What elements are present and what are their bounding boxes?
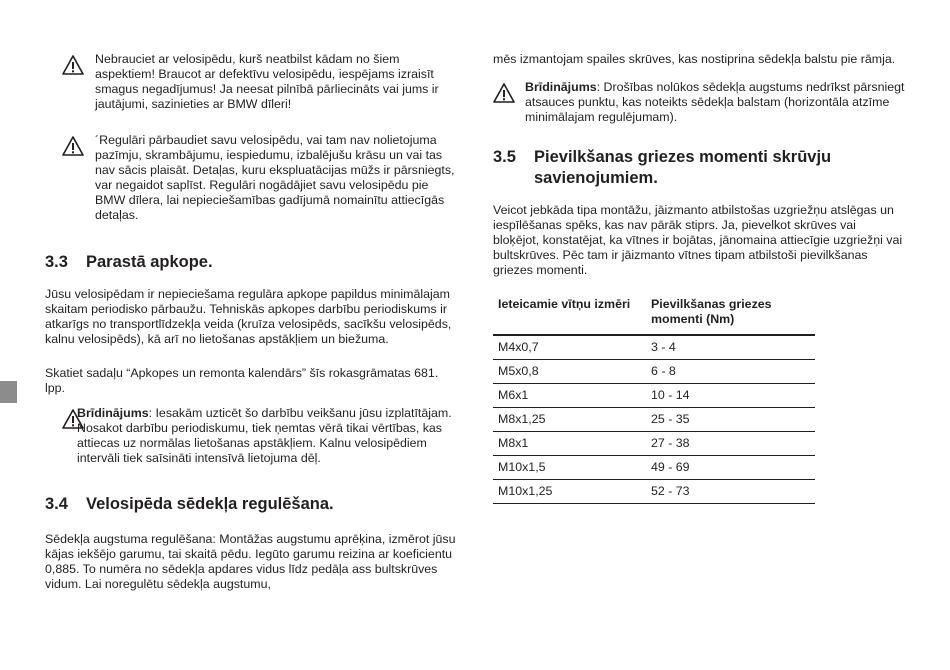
- section-number: 3.5: [493, 148, 516, 166]
- body-paragraph: Skatiet sadaļu “Apkopes un remonta kalendārs” šīs rokasgrāmatas 681. lpp.: [45, 366, 439, 395]
- section-heading-3-3: [45, 252, 460, 273]
- table-row: [493, 456, 815, 480]
- torque-table: [493, 291, 815, 504]
- table-header-row: [493, 291, 815, 335]
- warning-label: Brīdinājums: [77, 406, 149, 420]
- thread-size-cell: M6x1: [493, 384, 646, 408]
- torque-cell: 10 - 14: [646, 384, 815, 408]
- table-row: [493, 480, 815, 504]
- warning-text: [77, 406, 460, 466]
- chapter-tab-marker: [0, 381, 17, 403]
- thread-size-cell: M10x1,25: [493, 480, 646, 504]
- column-header-thread-size: Ieteicamie vītņu izmēri: [493, 291, 646, 335]
- thread-size-cell: M4x0,7: [493, 335, 646, 360]
- warning-text: [525, 80, 905, 125]
- thread-size-cell: M5x0,8: [493, 360, 646, 384]
- column-header-torque: Pievilkšanas griezes momenti (Nm): [646, 291, 815, 335]
- warning-block: [45, 406, 460, 466]
- body-paragraph: Veicot jebkāda tipa montāžu, jāizmanto atbilstošas uzgriežņu atslēgas un iespīlēšanas spēks, kas nav pārāk stiprs. Ja, pievelkot skrūves vai bloķējot, konstatējat, ka vītnes ir bojātas, jānomaina attiecīgie uzgriežņi vai bultskrūves. Pēc tam ir jāizmanto vītnes tipam atbilstoši pievilkšanas griezes momenti.: [493, 203, 903, 277]
- thread-size-cell: M10x1,5: [493, 456, 646, 480]
- section-number: 3.3: [45, 253, 68, 271]
- warning-triangle-icon: [62, 55, 84, 75]
- body-paragraph: Sēdekļa augstuma regulēšana: Montāžas augstumu aprēķina, izmērot jūsu kājas iekšējo garumu, tai skaitā pēdu. Iegūto garumu reizina ar koeficientu 0,885. To numēra no sēdekļa apdares vidus līdz pedāļa ass bultskrūves vidum. Lai noregulētu sēdekļa augstumu,: [45, 532, 456, 591]
- warning-triangle-icon: [62, 136, 84, 156]
- torque-cell: 52 - 73: [646, 480, 815, 504]
- section-heading-3-5: [493, 147, 905, 189]
- right-column: [493, 52, 905, 504]
- torque-cell: 27 - 38: [646, 432, 815, 456]
- warning-block: [45, 52, 460, 112]
- warning-body: : Drošības nolūkos sēdekļa augstums nedrīkst pārsniegt atsauces punktu, kas noteikts sēdekļa balstam (horizontāla atzīme minimālajam regulējumam).: [525, 80, 905, 124]
- warning-block: [45, 133, 460, 223]
- thread-size-cell: M8x1,25: [493, 408, 646, 432]
- table-row: [493, 335, 815, 360]
- warning-text: ´Regulāri pārbaudiet savu velosipēdu, vai tam nav nolietojuma pazīmju, skrambājumu, iespiedumu, izbalējušu krāsu un vai tas nav sācis plaisāt. Detaļas, kuru ekspluatācijas mūžs ir pārsniegts, var negaidot saplīst. Regulāri nogādājiet savu velosipēdu pie BMW dīlera, lai nepieciešamības gadījumā nomainītu attiecīgās detaļas.: [95, 133, 455, 222]
- table-row: [493, 384, 815, 408]
- warning-triangle-icon: [493, 83, 515, 103]
- section-title: Pievilkšanas griezes momenti skrūvju savienojumiem.: [534, 148, 832, 187]
- table-row: [493, 432, 815, 456]
- left-column: [45, 52, 460, 592]
- table-row: [493, 408, 815, 432]
- warning-body: : Iesakām uzticēt šo darbību veikšanu jūsu izplatītājam. Nosakot darbību periodiskumu, tiek ņemtas vērā tikai vērtības, kas attiecas uz normālas lietošanas apstākļiem. Kalnu velosipēdiem intervāli tiek saīsināti intensīvā lietojuma dēļ.: [77, 406, 452, 465]
- warning-block: [493, 80, 905, 125]
- torque-cell: 49 - 69: [646, 456, 815, 480]
- warning-triangle-icon: [62, 409, 84, 429]
- warning-label: Brīdinājums: [525, 80, 597, 94]
- body-paragraph: mēs izmantojam spailes skrūves, kas nostiprina sēdekļa balstu pie rāmja.: [493, 52, 896, 66]
- thread-size-cell: M8x1: [493, 432, 646, 456]
- section-number: 3.4: [45, 495, 68, 513]
- section-title: Velosipēda sēdekļa regulēšana.: [86, 495, 334, 513]
- warning-text: Nebrauciet ar velosipēdu, kurš neatbilst kādam no šiem aspektiem! Braucot ar defektīvu velosipēdu, iespējams izraisīt smagus negadījumus! Ja neesat pilnībā pārliecināts vai jums ir jautājumi, sazinieties ar BMW dīleri!: [95, 52, 439, 111]
- section-heading-3-4: [45, 494, 460, 515]
- table-row: [493, 360, 815, 384]
- torque-cell: 25 - 35: [646, 408, 815, 432]
- body-paragraph: Jūsu velosipēdam ir nepieciešama regulāra apkope papildus minimālajam skaitam periodisko pārbaužu. Tehniskās apkopes darbību periodiskums ir atkarīgs no transportlīdzekļa veida (kruīza velosipēds, sacīkšu velosipēds, kalnu velosipēds), kā arī no lietošanas apstākļiem un biežuma.: [45, 287, 452, 346]
- torque-cell: 3 - 4: [646, 335, 815, 360]
- torque-cell: 6 - 8: [646, 360, 815, 384]
- section-title: Parastā apkope.: [86, 253, 213, 271]
